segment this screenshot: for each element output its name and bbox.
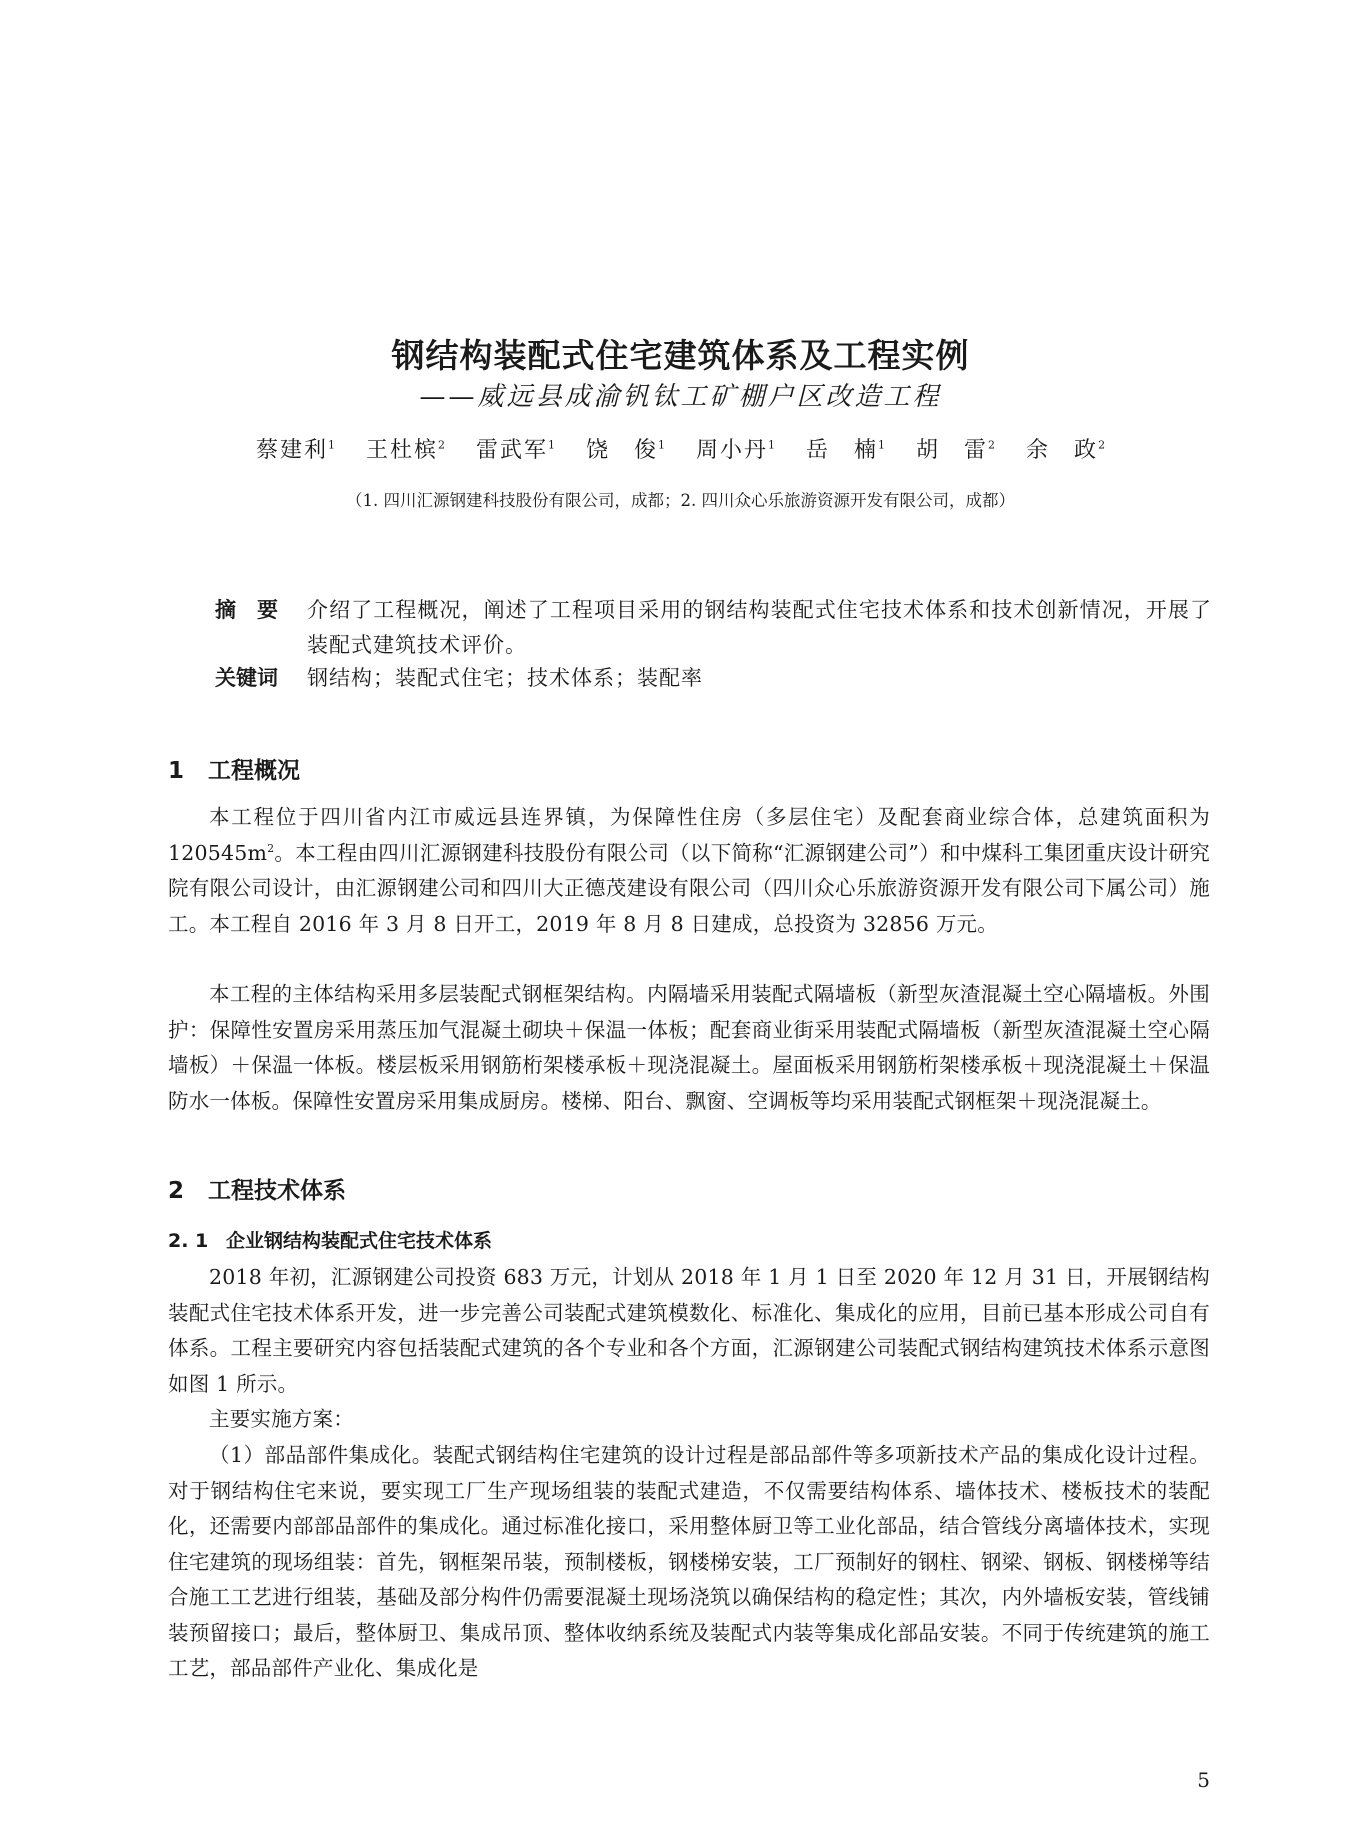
abstract	[215, 593, 1210, 665]
author-name: 余 政	[1026, 438, 1099, 463]
paragraph-text: 主要实施方案：	[209, 1407, 354, 1431]
page-number: 5	[1197, 1768, 1210, 1792]
paragraph-text: 。本工程由四川汇源钢建科技股份有限公司（以下简称“汇源钢建公司”）和中煤科工集团重庆设计研究院有限公司设计，由汇源钢建公司和四川大正德茂建设有限公司（四川众心乐旅游资源开发有限公司下属公司）施工。本工程自 2016 年 3 月 8 日开工，2019 年 8 月 8 日建成，总投资为 32856 万元。	[168, 840, 1210, 936]
author-affiliation-mark: 1	[327, 438, 335, 452]
author	[586, 438, 665, 463]
paper-title: 钢结构装配式住宅建筑体系及工程实例	[391, 336, 970, 375]
section-heading	[168, 1172, 346, 1205]
subsection-heading	[168, 1226, 492, 1253]
paragraph	[168, 800, 1210, 942]
author	[916, 438, 995, 463]
author-affiliation-mark: 1	[547, 438, 555, 452]
author	[256, 438, 335, 463]
subsection-title: 企业钢结构装配式住宅技术体系	[226, 1230, 493, 1252]
affiliations: （1. 四川汇源钢建科技股份有限公司，成都；2. 四川众心乐旅游资源开发有限公司，成都）	[346, 491, 1015, 510]
paragraph-text: 2018 年初，汇源钢建公司投资 683 万元，计划从 2018 年 1 月 1 日至 2020 年 12 月 31 日，开展钢结构装配式住宅技术体系开发，进一步完善公司装配式建筑模数化、标准化、集成化的应用，目前已基本形成公司自有体系。工程主要研究内容包括装配式建筑的各个专业和各个方面，汇源钢建公司装配式钢结构建筑技术体系示意图如图 1 所示。	[168, 1265, 1210, 1396]
keywords	[215, 661, 1210, 697]
author	[366, 438, 445, 463]
abstract-label: 摘 要	[215, 598, 278, 622]
paragraph	[168, 977, 1210, 1119]
keywords-label: 关键词	[215, 666, 278, 690]
author-name: 周小丹	[696, 438, 769, 463]
author-affiliation-mark: 1	[658, 438, 665, 452]
author-affiliation-mark: 1	[768, 438, 776, 452]
abstract-text: 介绍了工程概况，阐述了工程项目采用的钢结构装配式住宅技术体系和技术创新情况，开展了装配式建筑技术评价。	[307, 598, 1212, 657]
section-title: 工程技术体系	[208, 1178, 346, 1204]
superscript: 2	[267, 841, 275, 855]
author-name: 胡 雷	[916, 438, 989, 463]
author	[696, 438, 775, 463]
author-name: 雷武军	[475, 438, 548, 463]
section-title: 工程概况	[208, 758, 300, 784]
author	[806, 438, 885, 463]
subsection-number: 2. 1	[168, 1230, 209, 1252]
author-name: 王杜槟	[365, 438, 438, 463]
section-number: 1	[168, 758, 185, 784]
paragraph-text: 本工程的主体结构采用多层装配式钢框架结构。内隔墙采用装配式隔墙板（新型灰渣混凝土空心隔墙板。外围护：保障性安置房采用蒸压加气混凝土砌块＋保温一体板；配套商业街采用装配式隔墙板（新型灰渣混凝土空心隔墙板）＋保温一体板。楼层板采用钢筋桁架楼承板＋现浇混凝土。屋面板采用钢筋桁架楼承板＋现浇混凝土＋保温防水一体板。保障性安置房采用集成厨房。楼梯、阳台、飘窗、空调板等均采用装配式钢框架＋现浇混凝土。	[168, 982, 1210, 1113]
paragraph	[168, 1260, 1210, 1402]
paragraph	[168, 1438, 1210, 1687]
author-name: 蔡建利	[255, 438, 328, 463]
section-heading	[168, 752, 300, 785]
paragraph	[168, 1402, 1210, 1438]
author	[476, 438, 555, 463]
author	[1026, 438, 1105, 463]
author-list	[0, 433, 1361, 464]
keywords-text: 钢结构；装配式住宅；技术体系；装配率	[307, 666, 703, 690]
author-affiliation-mark: 2	[988, 438, 996, 452]
author-affiliation-mark: 1	[878, 438, 886, 452]
paragraph-text: （1）部品部件集成化。装配式钢结构住宅建筑的设计过程是部品部件等多项新技术产品的集成化设计过程。对于钢结构住宅来说，要实现工厂生产现场组装的装配式建造，不仅需要结构体系、墙体技术、楼板技术的装配化，还需要内部部品部件的集成化。通过标准化接口，采用整体厨卫等工业化部品，结合管线分离墙体技术，实现住宅建筑的现场组装：首先，钢框架吊装，预制楼板，钢楼梯安装，工厂预制好的钢柱、钢梁、钢板、钢楼梯等结合施工工艺进行组装，基础及部分构件仍需要混凝土现场浇筑以确保结构的稳定性；其次，内外墙板安装，管线铺装预留接口；最后，整体厨卫、集成吊顶、整体收纳系统及装配式内装等集成化部品安装。不同于传统建筑的施工工艺，部品部件产业化、集成化是	[168, 1443, 1210, 1680]
author-name: 岳 楠	[806, 438, 879, 463]
author-affiliation-mark: 2	[1098, 438, 1106, 452]
paper-subtitle: ——威远县成渝钒钛工矿棚户区改造工程	[419, 382, 942, 412]
paragraph-text: 本工程位于四川省内江市威远县连界镇，为保障性住房（多层住宅）及配套商业综合体，总建筑面积为 120545m	[168, 805, 1210, 865]
author-affiliation-mark: 2	[437, 438, 445, 452]
author-name: 饶 俊	[585, 438, 658, 463]
section-number: 2	[168, 1178, 185, 1204]
